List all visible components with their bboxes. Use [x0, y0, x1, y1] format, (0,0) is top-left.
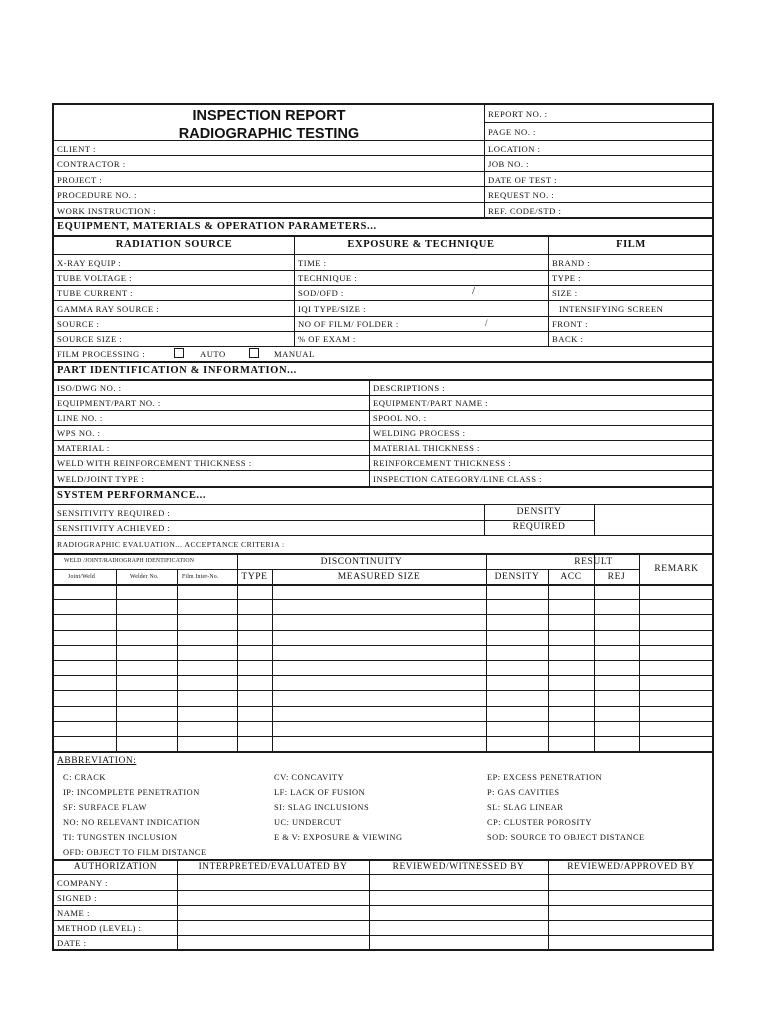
col-divider — [548, 859, 549, 951]
rule — [54, 217, 714, 219]
result-header: RESULT — [574, 557, 613, 567]
discontinuity-header: DISCONTINUITY — [320, 557, 403, 567]
measured-size-header: MEASURED SIZE — [337, 572, 421, 582]
material-field[interactable]: MATERIAL : — [57, 443, 110, 453]
source-field[interactable]: SOURCE : — [57, 319, 100, 329]
source-size-field[interactable]: SOURCE SIZE : — [57, 334, 123, 344]
inspection-report-form — [52, 103, 714, 951]
rule — [54, 254, 714, 255]
remark-header: REMARK — [654, 564, 699, 574]
wps-no-field[interactable]: WPS NO. : — [57, 428, 101, 438]
abbreviation-item: SF: SURFACE FLAW — [63, 803, 147, 812]
abbreviation-item: SL: SLAG LINEAR — [487, 803, 564, 812]
manual-label: MANUAL — [274, 349, 315, 359]
rule — [54, 425, 714, 426]
film-type-field[interactable]: TYPE : — [552, 273, 582, 283]
job-no-field[interactable]: JOB NO. : — [488, 159, 530, 169]
rule — [54, 935, 714, 936]
sod-ofd-separator: / — [472, 285, 476, 297]
film-processing-label: FILM PROCESSING : — [57, 349, 146, 359]
technique-field[interactable]: TECHNIQUE : — [298, 273, 358, 283]
rule — [54, 202, 714, 203]
back-field[interactable]: BACK : — [552, 334, 584, 344]
rule — [54, 235, 714, 237]
rule — [54, 395, 714, 396]
gamma-ray-source-field[interactable]: GAMMA RAY SOURCE : — [57, 304, 160, 314]
project-field[interactable]: PROJECT : — [57, 175, 103, 185]
report-no-field[interactable]: REPORT NO. : — [488, 109, 548, 119]
table-row-rule — [54, 736, 714, 737]
descriptions-field[interactable]: DESCRIPTIONS : — [373, 383, 446, 393]
rule — [54, 285, 714, 286]
abbreviation-item: UC: UNDERCUT — [274, 818, 342, 827]
company-field[interactable]: COMPANY : — [57, 878, 108, 888]
interpreted-header: INTERPRETED/EVALUATED BY — [198, 862, 348, 872]
rule — [54, 155, 714, 156]
exposure-technique-header: EXPOSURE & TECHNIQUE — [347, 239, 495, 250]
weld-reinforcement-field[interactable]: WELD WITH REINFORCEMENT THICKNESS : — [57, 458, 252, 468]
table-row-rule — [54, 614, 714, 615]
density-header: DENSITY — [494, 572, 540, 582]
rule — [54, 920, 714, 921]
pct-exam-field[interactable]: % OF EXAM : — [298, 334, 356, 344]
col-divider — [594, 504, 595, 535]
no-of-film-separator: / — [485, 318, 488, 328]
rule — [54, 186, 714, 187]
col-divider — [116, 569, 117, 751]
client-field[interactable]: CLIENT : — [57, 144, 96, 154]
location-field[interactable]: LOCATION : — [488, 144, 541, 154]
rule — [54, 859, 714, 861]
density-required-line2: REQUIRED — [512, 522, 566, 532]
sensitivity-required-field[interactable]: SENSITIVITY REQUIRED : — [57, 508, 171, 518]
reviewed-approved-header: REVIEWED/APPROVED BY — [567, 862, 695, 872]
col-divider — [369, 379, 370, 486]
tube-voltage-field[interactable]: TUBE VOLTAGE : — [57, 273, 133, 283]
col-divider — [237, 553, 238, 751]
rule — [54, 361, 714, 363]
system-performance-section-title: SYSTEM PERFORMANCE... — [57, 490, 207, 501]
rule — [54, 440, 714, 441]
col-divider — [272, 569, 273, 751]
col-divider — [548, 235, 549, 346]
rule — [54, 300, 714, 301]
abbreviation-item: SI: SLAG INCLUSIONS — [274, 803, 370, 812]
col-divider — [486, 553, 487, 751]
time-field[interactable]: TIME : — [298, 258, 327, 268]
name-field[interactable]: NAME : — [57, 908, 90, 918]
report-title-line1: INSPECTION REPORT — [192, 108, 346, 124]
no-of-film-field[interactable]: NO OF FILM/ FOLDER : — [298, 319, 399, 329]
rule — [54, 331, 714, 332]
contractor-field[interactable]: CONTRACTOR : — [57, 159, 126, 169]
sensitivity-achieved-field[interactable]: SENSITIVITY ACHIEVED : — [57, 523, 171, 533]
rej-header: REJ — [607, 572, 626, 582]
abbreviation-item: E & V: EXPOSURE & VIEWING — [274, 833, 403, 842]
authorization-header: AUTHORIZATION — [73, 862, 158, 872]
iso-dwg-field[interactable]: ISO/DWG NO. : — [57, 383, 122, 393]
date-of-test-field[interactable]: DATE OF TEST : — [488, 175, 557, 185]
table-row-rule — [54, 645, 714, 646]
auto-checkbox[interactable] — [174, 348, 184, 358]
table-row-rule — [54, 675, 714, 676]
rule — [54, 874, 714, 875]
film-header: FILM — [616, 239, 646, 250]
table-row-rule — [54, 721, 714, 722]
rule — [54, 569, 639, 570]
sod-ofd-field[interactable]: SOD/OFD : — [298, 288, 344, 298]
iqi-type-field[interactable]: IQI TYPE/SIZE : — [298, 304, 366, 314]
rule — [54, 486, 714, 488]
abbreviation-item: NO: NO RELEVANT INDICATION — [63, 818, 201, 827]
table-row-rule — [54, 599, 714, 600]
ref-code-field[interactable]: REF. CODE/STD : — [488, 206, 562, 216]
film-size-field[interactable]: SIZE : — [552, 288, 578, 298]
rule — [54, 270, 714, 271]
rule — [54, 535, 714, 536]
table-row-rule — [54, 630, 714, 631]
acc-header: ACC — [560, 572, 582, 582]
rule — [54, 553, 714, 555]
report-title-line2: RADIOGRAPHIC TESTING — [178, 126, 360, 142]
brand-field[interactable]: BRAND : — [552, 258, 591, 268]
part-id-section-title: PART IDENTIFICATION & INFORMATION... — [57, 365, 297, 376]
signed-field[interactable]: SIGNED : — [57, 893, 98, 903]
rule — [54, 584, 714, 586]
col-divider — [639, 553, 640, 751]
rule — [54, 470, 714, 471]
material-thickness-field[interactable]: MATERIAL THICKNESS : — [373, 443, 480, 453]
work-instruction-field[interactable]: WORK INSTRUCTION : — [57, 206, 157, 216]
table-row-rule — [54, 706, 714, 707]
col-divider — [548, 569, 549, 751]
abbreviation-item: SOD: SOURCE TO OBJECT DISTANCE — [487, 833, 645, 842]
film-inter-no-header: Film Inter-No. — [182, 574, 219, 580]
col-divider — [177, 859, 178, 951]
intensifying-screen-label: INTENSIFYING SCREEN — [559, 304, 664, 314]
abbreviation-item: CV: CONCAVITY — [274, 773, 345, 782]
abbreviation-item: OFD: OBJECT TO FILM DISTANCE — [63, 848, 207, 857]
date-field[interactable]: DATE : — [57, 938, 87, 948]
equipment-part-name-field[interactable]: EQUIPMENT/PART NAME : — [373, 398, 489, 408]
abbreviation-item: C: CRACK — [63, 773, 106, 782]
auto-label: AUTO — [200, 349, 226, 359]
col-divider — [369, 859, 370, 951]
equipment-part-no-field[interactable]: EQUIPMENT/PART NO. : — [57, 398, 161, 408]
method-level-field[interactable]: METHOD (LEVEL) : — [57, 923, 142, 933]
equipment-section-title: EQUIPMENT, MATERIALS & OPERATION PARAMETERS... — [57, 221, 377, 232]
welder-no-header: Welder No. — [130, 574, 159, 580]
abbreviation-item: EP: EXCESS PENETRATION — [487, 773, 603, 782]
request-no-field[interactable]: REQUEST NO. : — [488, 190, 555, 200]
radiation-source-header: RADIATION SOURCE — [115, 239, 233, 250]
weld-joint-type-field[interactable]: WELD/JOINT TYPE : — [57, 474, 145, 484]
abbreviation-title: ABBREVIATION: — [57, 756, 137, 766]
manual-checkbox[interactable] — [249, 348, 259, 358]
weld-identification-header: WELD /JOINT/RADIOGRAPH IDENTIFICATION — [64, 558, 195, 564]
rule — [54, 316, 714, 317]
rule — [54, 751, 714, 753]
welding-process-field[interactable]: WELDING PROCESS : — [373, 428, 466, 438]
abbreviation-item: LF: LACK OF FUSION — [274, 788, 366, 797]
rule — [484, 122, 714, 123]
col-divider — [294, 235, 295, 346]
page-no-field[interactable]: PAGE NO. : — [488, 127, 536, 137]
xray-equip-field[interactable]: X-RAY EQUIP : — [57, 258, 122, 268]
acceptance-criteria-field[interactable]: RADIOGRAPHIC EVALUATION... ACCEPTANCE CRITERIA : — [57, 540, 285, 549]
reviewed-witnessed-header: REVIEWED/WITNESSED BY — [392, 862, 525, 872]
density-required-line1: DENSITY — [516, 507, 562, 517]
abbreviation-item: P: GAS CAVITIES — [487, 788, 560, 797]
joint-weld-header: Joint/Weld — [68, 574, 95, 580]
inspection-category-field[interactable]: INSPECTION CATEGORY/LINE CLASS : — [373, 474, 543, 484]
col-divider — [177, 569, 178, 751]
col-divider — [594, 553, 595, 751]
rule — [54, 171, 714, 172]
rule — [54, 905, 714, 906]
rule — [54, 890, 714, 891]
rule — [54, 455, 714, 456]
line-no-field[interactable]: LINE NO. : — [57, 413, 103, 423]
table-row-rule — [54, 690, 714, 691]
rule — [54, 379, 714, 381]
rule — [54, 410, 714, 411]
front-field[interactable]: FRONT : — [552, 319, 589, 329]
abbreviation-item: IP: INCOMPLETE PENETRATION — [63, 788, 200, 797]
abbreviation-item: TI: TUNGSTEN INCLUSION — [63, 833, 178, 842]
rule — [54, 520, 594, 521]
spool-no-field[interactable]: SPOOL NO. : — [373, 413, 427, 423]
type-header: TYPE — [241, 572, 268, 582]
reinforcement-thickness-field[interactable]: REINFORCEMENT THICKNESS : — [373, 458, 512, 468]
tube-current-field[interactable]: TUBE CURRENT : — [57, 288, 134, 298]
procedure-no-field[interactable]: PROCEDURE NO. : — [57, 190, 137, 200]
table-row-rule — [54, 660, 714, 661]
rule — [54, 346, 714, 347]
rule — [54, 504, 714, 505]
abbreviation-item: CP: CLUSTER POROSITY — [487, 818, 592, 827]
